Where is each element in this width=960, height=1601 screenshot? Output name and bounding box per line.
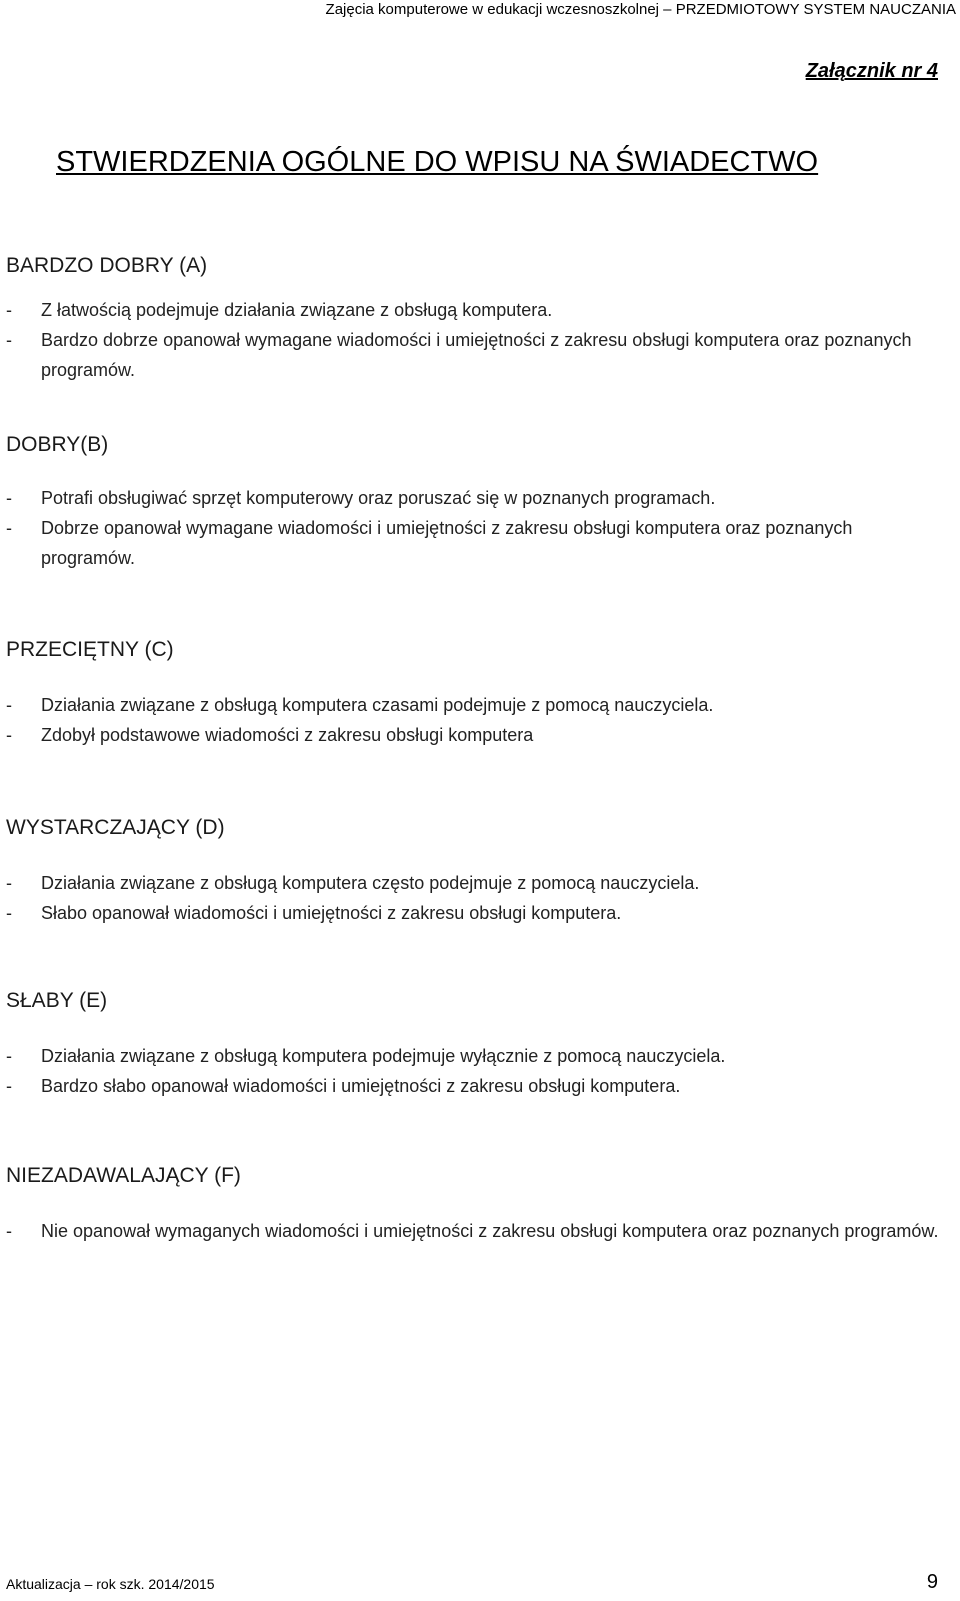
grade-section-d [6,814,946,928]
running-header: Zajęcia komputerowe w edukacji wczesnoszkolnej – PRZEDMIOTOWY SYSTEM NAUCZANIA [325,1,956,18]
grade-title: DOBRY(B) [6,433,109,456]
grade-list [6,868,946,928]
grade-title: SŁABY (E) [6,989,108,1012]
grade-section-c [6,636,946,750]
grade-title: PRZECIĘTNY (C) [6,638,174,661]
list-item: - Działania związane z obsługą komputera podejmuje wyłącznie z pomocą nauczyciela. [6,1046,726,1066]
page-number: 9 [926,1571,938,1593]
grade-list [6,1041,946,1101]
grade-section-a [6,252,946,385]
list-item: - Bardzo dobrze opanował wymagane wiadomości i umiejętności z zakresu obsługi komputera oraz poznanych programów. [6,330,912,380]
list-item: - Z łatwością podejmuje działania związane z obsługą komputera. [6,300,553,320]
list-item: - Nie opanował wymaganych wiadomości i umiejętności z zakresu obsługi komputera oraz poznanych programów. [6,1221,939,1241]
grade-section-f [6,1162,946,1246]
list-item: - Dobrze opanował wymagane wiadomości i umiejętności z zakresu obsługi komputera oraz poznanych programów. [6,518,853,568]
annex-label: Załącznik nr 4 [805,60,938,82]
grade-title: NIEZADAWALAJĄCY (F) [6,1164,241,1187]
grade-section-e [6,987,946,1101]
list-item: - Działania związane z obsługą komputera czasami podejmuje z pomocą nauczyciela. [6,695,714,715]
grade-list [6,690,946,750]
grade-list [6,1216,946,1246]
page-title: STWIERDZENIA OGÓLNE DO WPISU NA ŚWIADECTWO [56,146,819,178]
list-item: - Działania związane z obsługą komputera często podejmuje z pomocą nauczyciela. [6,873,700,893]
grade-title: WYSTARCZAJĄCY (D) [6,816,225,839]
grade-list [6,295,946,385]
list-item: - Potrafi obsługiwać sprzęt komputerowy oraz poruszać się w poznanych programach. [6,488,716,508]
list-item: - Słabo opanował wiadomości i umiejętności z zakresu obsługi komputera. [6,903,622,923]
list-item: - Zdobył podstawowe wiadomości z zakresu obsługi komputera [6,725,534,745]
list-item: - Bardzo słabo opanował wiadomości i umiejętności z zakresu obsługi komputera. [6,1076,681,1096]
grade-section-b [6,431,946,573]
footer-update-note: Aktualizacja – rok szk. 2014/2015 [6,1576,215,1592]
grade-list [6,483,946,573]
grade-title: BARDZO DOBRY (A) [6,254,208,277]
